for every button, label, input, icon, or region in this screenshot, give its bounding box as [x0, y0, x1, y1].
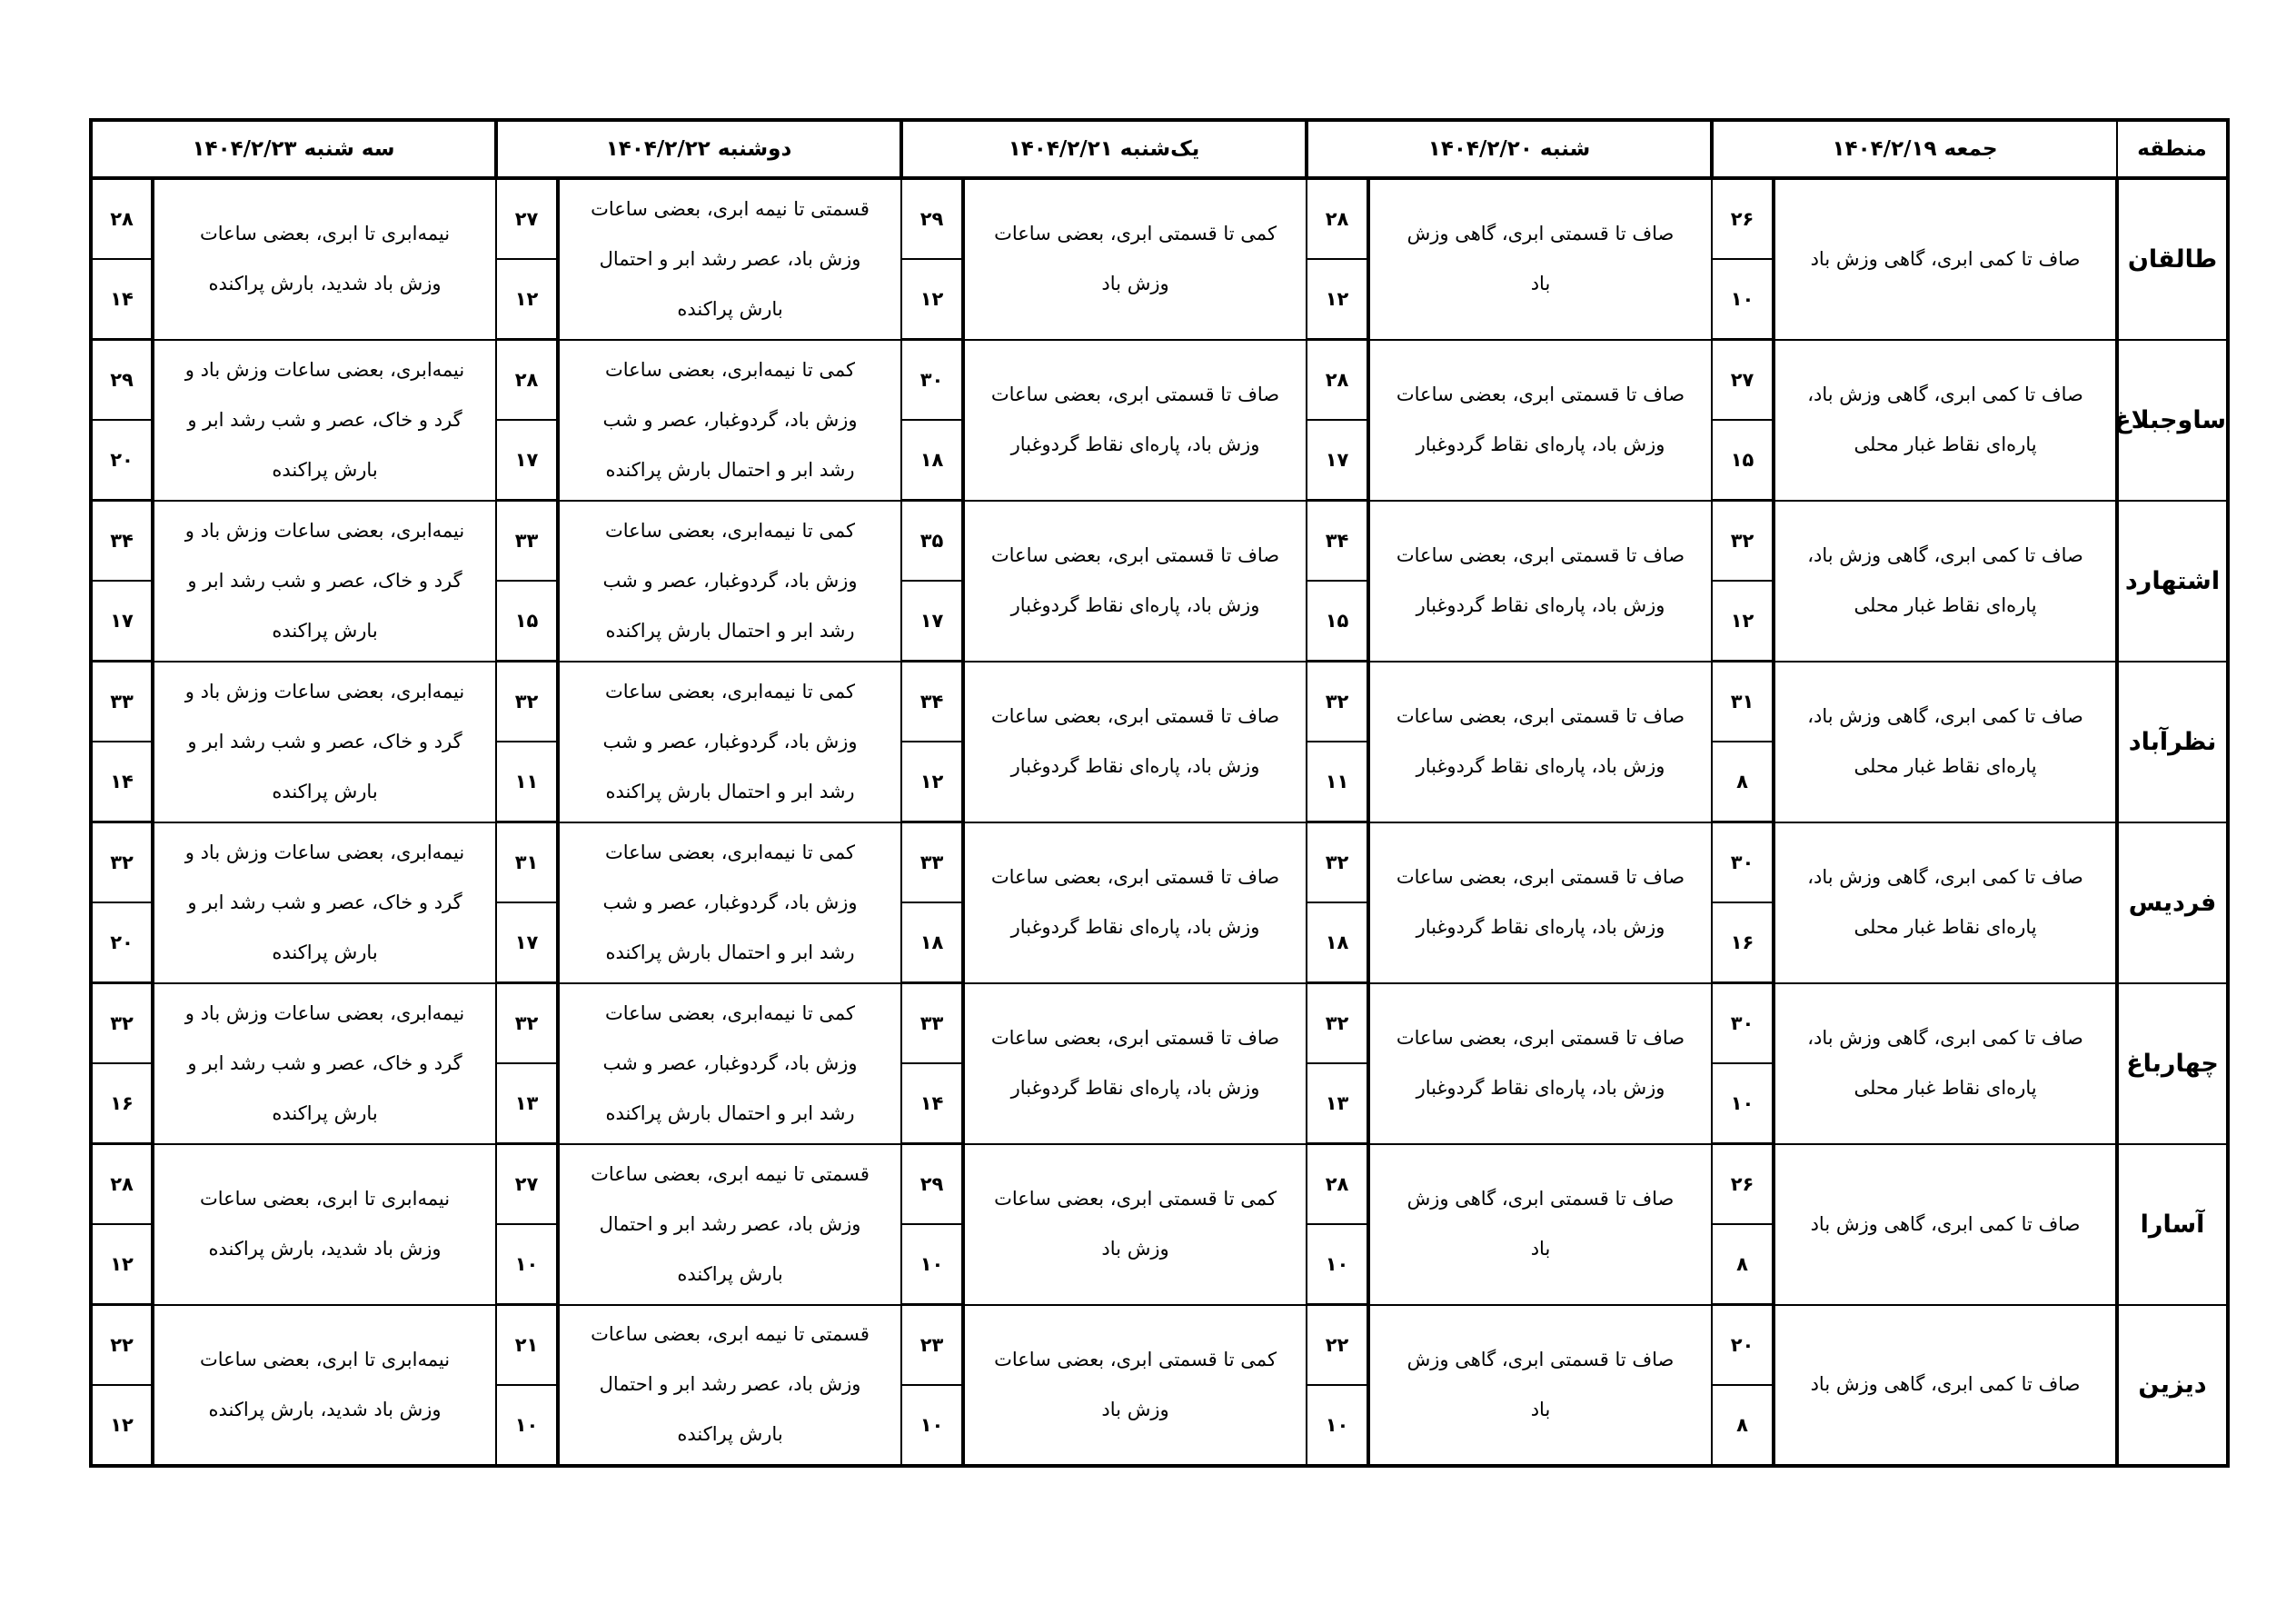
description-line: رشد ابر و احتمال بارش پراکنده — [605, 619, 855, 642]
max-temperature: ۲۸ — [91, 178, 153, 259]
day-header: دوشنبه ۱۴۰۴/۲/۲۲ — [496, 120, 901, 178]
description-line: گرد و خاک، عصر و شب رشد ابر و — [187, 1051, 462, 1074]
max-temperature: ۳۲ — [1307, 983, 1368, 1064]
max-temperature: ۲۳ — [901, 1305, 963, 1386]
max-temperature: ۳۳ — [901, 983, 963, 1064]
max-temperature: ۲۸ — [496, 340, 558, 421]
day-header: سه شنبه ۱۴۰۴/۲/۲۳ — [91, 120, 496, 178]
description-line: نیمه‌ابری تا ابری، بعضی ساعات — [199, 1348, 451, 1370]
description-line: نیمه‌ابری، بعضی ساعات وزش باد و — [184, 358, 465, 381]
max-temperature: ۲۸ — [1307, 178, 1368, 259]
forecast-description — [1368, 178, 1712, 340]
description-line: کمی تا قسمتی ابری، بعضی ساعات — [994, 1348, 1277, 1370]
min-temperature: ۱۲ — [901, 259, 963, 340]
min-temperature: ۱۴ — [91, 259, 153, 340]
max-temperature: ۳۳ — [496, 501, 558, 582]
max-temperature: ۳۵ — [901, 501, 963, 582]
max-temperature: ۲۹ — [91, 340, 153, 421]
description-line: وزش باد شدید، بارش پراکنده — [208, 1238, 442, 1260]
description-line: وزش باد، گردوغبار، عصر و شب — [602, 891, 858, 913]
min-temperature: ۸ — [1712, 1224, 1774, 1305]
day-header: جمعه ۱۴۰۴/۲/۱۹ — [1712, 120, 2117, 178]
description-line: پاره‌ای نقاط غبار محلی — [1854, 916, 2037, 938]
min-temperature: ۱۷ — [91, 581, 153, 662]
max-temperature: ۳۲ — [1712, 501, 1774, 582]
description-line: پاره‌ای نقاط غبار محلی — [1854, 755, 2037, 777]
description-line: صاف تا قسمتی ابری، بعضی ساعات — [990, 384, 1280, 405]
table-row — [91, 1305, 2228, 1386]
forecast-description — [153, 983, 496, 1144]
description-line: صاف تا قسمتی ابری، بعضی ساعات — [990, 866, 1280, 888]
max-temperature: ۳۴ — [901, 662, 963, 742]
forecast-description — [963, 1144, 1307, 1305]
description-line: کمی تا قسمتی ابری، بعضی ساعات — [994, 1188, 1277, 1210]
description-line: گرد و خاک، عصر و شب رشد ابر و — [187, 730, 462, 752]
description-line: وزش باد، پاره‌ای نقاط گردوغبار — [1416, 594, 1665, 616]
table-row — [91, 662, 2228, 742]
description-line: صاف تا قسمتی ابری، گاهی وزش — [1406, 1348, 1675, 1370]
min-temperature: ۱۶ — [1712, 902, 1774, 983]
forecast-description — [963, 1305, 1307, 1467]
description-line: قسمتی تا نیمه ابری، بعضی ساعات — [591, 197, 870, 220]
description-line: نیمه‌ابری تا ابری، بعضی ساعات — [199, 223, 451, 245]
description-line: گرد و خاک، عصر و شب رشد ابر و — [187, 408, 462, 431]
forecast-description — [153, 822, 496, 983]
description-line: پاره‌ای نقاط غبار محلی — [1854, 594, 2037, 616]
description-line: نیمه‌ابری، بعضی ساعات وزش باد و — [184, 1001, 465, 1024]
description-line: وزش باد، گردوغبار، عصر و شب — [602, 1051, 858, 1074]
max-temperature: ۳۴ — [1307, 501, 1368, 582]
forecast-description — [153, 1305, 496, 1467]
min-temperature: ۱۰ — [496, 1385, 558, 1466]
forecast-description — [1774, 340, 2117, 501]
min-temperature: ۱۰ — [1307, 1385, 1368, 1466]
description-line: کمی تا نیمه‌ابری، بعضی ساعات — [605, 841, 856, 863]
min-temperature: ۱۴ — [91, 742, 153, 822]
min-temperature: ۱۰ — [901, 1224, 963, 1305]
description-line: صاف تا قسمتی ابری، بعضی ساعات — [1396, 1027, 1685, 1049]
description-line: وزش باد، گردوغبار، عصر و شب — [602, 408, 858, 431]
description-line: صاف تا قسمتی ابری، گاهی وزش — [1406, 1188, 1675, 1210]
forecast-description — [1368, 1305, 1712, 1467]
max-temperature: ۲۷ — [1712, 340, 1774, 421]
min-temperature: ۱۰ — [901, 1385, 963, 1466]
description-line: وزش باد — [1101, 1398, 1169, 1420]
description-line: وزش باد، عصر رشد ابر و احتمال — [599, 1373, 861, 1396]
max-temperature: ۲۶ — [1712, 178, 1774, 259]
min-temperature: ۱۰ — [496, 1224, 558, 1305]
min-temperature: ۸ — [1712, 742, 1774, 822]
min-temperature: ۲۰ — [91, 902, 153, 983]
description-line: بارش پراکنده — [677, 1262, 783, 1285]
min-temperature: ۱۱ — [496, 742, 558, 822]
description-line: نیمه‌ابری، بعضی ساعات وزش باد و — [184, 841, 465, 863]
forecast-description — [558, 983, 901, 1144]
forecast-description — [1368, 340, 1712, 501]
max-temperature: ۲۶ — [1712, 1144, 1774, 1225]
forecast-description — [153, 501, 496, 662]
max-temperature: ۲۱ — [496, 1305, 558, 1386]
description-line: رشد ابر و احتمال بارش پراکنده — [605, 941, 855, 963]
forecast-description — [963, 983, 1307, 1144]
max-temperature: ۳۲ — [496, 983, 558, 1064]
description-line: رشد ابر و احتمال بارش پراکنده — [605, 780, 855, 802]
min-temperature: ۲۰ — [91, 420, 153, 501]
description-line: کمی تا نیمه‌ابری، بعضی ساعات — [605, 1001, 856, 1024]
table-row — [91, 1144, 2228, 1225]
description-line: وزش باد، پاره‌ای نقاط گردوغبار — [1416, 916, 1665, 938]
region-name: طالقان — [2117, 178, 2228, 340]
max-temperature: ۲۹ — [901, 1144, 963, 1225]
description-line: صاف تا قسمتی ابری، گاهی وزش — [1406, 223, 1675, 245]
description-line: باد — [1530, 273, 1551, 295]
table-row — [91, 501, 2228, 582]
description-line: باد — [1530, 1238, 1551, 1260]
forecast-description — [1368, 983, 1712, 1144]
forecast-description — [153, 340, 496, 501]
description-line: صاف تا کمی ابری، گاهی وزش باد — [1810, 247, 2081, 270]
region-name: اشتهارد — [2117, 501, 2228, 662]
description-line: وزش باد، پاره‌ای نقاط گردوغبار — [1010, 433, 1260, 455]
table-row — [91, 822, 2228, 903]
forecast-description — [1774, 983, 2117, 1144]
min-temperature: ۱۷ — [496, 902, 558, 983]
min-temperature: ۱۷ — [496, 420, 558, 501]
max-temperature: ۳۲ — [496, 662, 558, 742]
description-line: وزش باد، عصر رشد ابر و احتمال — [599, 1212, 861, 1235]
description-line: وزش باد، پاره‌ای نقاط گردوغبار — [1010, 1077, 1260, 1099]
max-temperature: ۳۳ — [901, 822, 963, 903]
description-line: وزش باد، عصر رشد ابر و احتمال — [599, 247, 861, 270]
forecast-description — [153, 178, 496, 340]
max-temperature: ۲۷ — [496, 1144, 558, 1225]
table-row — [91, 983, 2228, 1064]
min-temperature: ۱۸ — [901, 902, 963, 983]
description-line: صاف تا کمی ابری، گاهی وزش باد، — [1807, 1027, 2083, 1049]
description-line: بارش پراکنده — [272, 941, 378, 963]
description-line: صاف تا قسمتی ابری، بعضی ساعات — [1396, 384, 1685, 405]
description-line: وزش باد شدید، بارش پراکنده — [208, 1398, 442, 1420]
description-line: صاف تا قسمتی ابری، بعضی ساعات — [1396, 544, 1685, 566]
description-line: پاره‌ای نقاط غبار محلی — [1854, 433, 2037, 455]
min-temperature: ۱۸ — [1307, 902, 1368, 983]
description-line: صاف تا قسمتی ابری، بعضی ساعات — [990, 705, 1280, 727]
min-temperature: ۱۳ — [1307, 1063, 1368, 1144]
description-line: صاف تا کمی ابری، گاهی وزش باد — [1810, 1373, 2081, 1396]
description-line: نیمه‌ابری، بعضی ساعات وزش باد و — [184, 680, 465, 702]
min-temperature: ۱۳ — [496, 1063, 558, 1144]
min-temperature: ۱۲ — [91, 1224, 153, 1305]
max-temperature: ۳۲ — [1307, 662, 1368, 742]
region-name: آسارا — [2117, 1144, 2228, 1305]
min-temperature: ۱۵ — [1712, 420, 1774, 501]
description-line: قسمتی تا نیمه ابری، بعضی ساعات — [591, 1162, 870, 1185]
description-line: بارش پراکنده — [272, 780, 378, 802]
min-temperature: ۱۲ — [1712, 581, 1774, 662]
forecast-description — [153, 1144, 496, 1305]
description-line: صاف تا کمی ابری، گاهی وزش باد، — [1807, 866, 2083, 888]
min-temperature: ۱۲ — [901, 742, 963, 822]
max-temperature: ۲۸ — [1307, 1144, 1368, 1225]
forecast-table — [89, 118, 2230, 1468]
description-line: وزش باد، پاره‌ای نقاط گردوغبار — [1416, 1077, 1665, 1099]
region-name: نظرآباد — [2117, 662, 2228, 822]
day-header: یک‌شنبه ۱۴۰۴/۲/۲۱ — [901, 120, 1307, 178]
region-name: دیزین — [2117, 1305, 2228, 1467]
min-temperature: ۱۸ — [901, 420, 963, 501]
forecast-description — [558, 662, 901, 822]
max-temperature: ۲۷ — [496, 178, 558, 259]
description-line: پاره‌ای نقاط غبار محلی — [1854, 1077, 2037, 1099]
forecast-description — [1368, 501, 1712, 662]
description-line: نیمه‌ابری، بعضی ساعات وزش باد و — [184, 519, 465, 542]
forecast-description — [558, 340, 901, 501]
max-temperature: ۳۲ — [91, 822, 153, 903]
forecast-description — [963, 340, 1307, 501]
forecast-description — [963, 662, 1307, 822]
min-temperature: ۱۶ — [91, 1063, 153, 1144]
max-temperature: ۳۳ — [91, 662, 153, 742]
description-line: وزش باد، پاره‌ای نقاط گردوغبار — [1010, 916, 1260, 938]
min-temperature: ۱۴ — [901, 1063, 963, 1144]
forecast-description — [558, 822, 901, 983]
description-line: وزش باد شدید، بارش پراکنده — [208, 273, 442, 295]
description-line: کمی تا نیمه‌ابری، بعضی ساعات — [605, 680, 856, 702]
description-line: بارش پراکنده — [272, 458, 378, 481]
description-line: بارش پراکنده — [677, 1423, 783, 1446]
description-line: وزش باد، گردوغبار، عصر و شب — [602, 569, 858, 592]
forecast-description — [558, 501, 901, 662]
forecast-description — [153, 662, 496, 822]
min-temperature: ۱۰ — [1712, 259, 1774, 340]
forecast-description — [1774, 1144, 2117, 1305]
description-line: رشد ابر و احتمال بارش پراکنده — [605, 1101, 855, 1124]
forecast-description — [1774, 178, 2117, 340]
description-line: صاف تا کمی ابری، گاهی وزش باد — [1810, 1212, 2081, 1235]
description-line: وزش باد — [1101, 1238, 1169, 1260]
description-line: صاف تا قسمتی ابری، بعضی ساعات — [1396, 705, 1685, 727]
max-temperature: ۳۴ — [91, 501, 153, 582]
description-line: صاف تا کمی ابری، گاهی وزش باد، — [1807, 705, 2083, 727]
max-temperature: ۳۰ — [1712, 983, 1774, 1064]
description-line: قسمتی تا نیمه ابری، بعضی ساعات — [591, 1323, 870, 1346]
max-temperature: ۲۲ — [1307, 1305, 1368, 1386]
description-line: بارش پراکنده — [272, 619, 378, 642]
description-line: کمی تا قسمتی ابری، بعضی ساعات — [994, 223, 1277, 245]
max-temperature: ۳۰ — [1712, 822, 1774, 903]
max-temperature: ۲۸ — [1307, 340, 1368, 421]
max-temperature: ۳۱ — [1712, 662, 1774, 742]
description-line: باد — [1530, 1398, 1551, 1420]
max-temperature: ۲۲ — [91, 1305, 153, 1386]
forecast-description — [558, 1144, 901, 1305]
description-line: کمی تا نیمه‌ابری، بعضی ساعات — [605, 358, 856, 381]
region-name: ساوجبلاغ — [2117, 340, 2228, 501]
min-temperature: ۱۵ — [496, 581, 558, 662]
min-temperature: ۸ — [1712, 1385, 1774, 1466]
forecast-description — [1774, 662, 2117, 822]
forecast-description — [1774, 822, 2117, 983]
max-temperature: ۲۹ — [901, 178, 963, 259]
min-temperature: ۱۷ — [901, 581, 963, 662]
description-line: وزش باد، گردوغبار، عصر و شب — [602, 730, 858, 752]
description-line: رشد ابر و احتمال بارش پراکنده — [605, 458, 855, 481]
table-row — [91, 340, 2228, 421]
forecast-description — [963, 178, 1307, 340]
description-line: وزش باد، پاره‌ای نقاط گردوغبار — [1416, 433, 1665, 455]
description-line: صاف تا کمی ابری، گاهی وزش باد، — [1807, 384, 2083, 405]
forecast-description — [963, 501, 1307, 662]
forecast-description — [1774, 501, 2117, 662]
region-name: فردیس — [2117, 822, 2228, 983]
forecast-description — [1774, 1305, 2117, 1467]
region-name: چهارباغ — [2117, 983, 2228, 1144]
description-line: وزش باد — [1101, 273, 1169, 295]
max-temperature: ۲۰ — [1712, 1305, 1774, 1386]
description-line: کمی تا نیمه‌ابری، بعضی ساعات — [605, 519, 856, 542]
description-line: نیمه‌ابری تا ابری، بعضی ساعات — [199, 1188, 451, 1210]
description-line: وزش باد، پاره‌ای نقاط گردوغبار — [1010, 594, 1260, 616]
min-temperature: ۱۰ — [1307, 1224, 1368, 1305]
forecast-description — [1368, 822, 1712, 983]
min-temperature: ۱۲ — [1307, 259, 1368, 340]
forecast-description — [558, 178, 901, 340]
max-temperature: ۳۱ — [496, 822, 558, 903]
day-header: شنبه ۱۴۰۴/۲/۲۰ — [1307, 120, 1712, 178]
header-row — [91, 120, 2228, 178]
min-temperature: ۱۰ — [1712, 1063, 1774, 1144]
min-temperature: ۱۷ — [1307, 420, 1368, 501]
description-line: صاف تا کمی ابری، گاهی وزش باد، — [1807, 544, 2083, 566]
max-temperature: ۲۸ — [91, 1144, 153, 1225]
description-line: وزش باد، پاره‌ای نقاط گردوغبار — [1010, 755, 1260, 777]
forecast-description — [963, 822, 1307, 983]
region-header: منطقه — [2117, 120, 2228, 178]
max-temperature: ۳۰ — [901, 340, 963, 421]
description-line: صاف تا قسمتی ابری، بعضی ساعات — [990, 1027, 1280, 1049]
max-temperature: ۳۲ — [91, 983, 153, 1064]
max-temperature: ۳۲ — [1307, 822, 1368, 903]
forecast-description — [1368, 1144, 1712, 1305]
min-temperature: ۱۲ — [91, 1385, 153, 1466]
table-row — [91, 178, 2228, 259]
description-line: صاف تا قسمتی ابری، بعضی ساعات — [990, 544, 1280, 566]
min-temperature: ۱۱ — [1307, 742, 1368, 822]
forecast-description — [558, 1305, 901, 1467]
forecast-description — [1368, 662, 1712, 822]
description-line: گرد و خاک، عصر و شب رشد ابر و — [187, 891, 462, 913]
description-line: گرد و خاک، عصر و شب رشد ابر و — [187, 569, 462, 592]
min-temperature: ۱۵ — [1307, 581, 1368, 662]
min-temperature: ۱۲ — [496, 259, 558, 340]
description-line: بارش پراکنده — [272, 1101, 378, 1124]
description-line: بارش پراکنده — [677, 297, 783, 320]
description-line: صاف تا قسمتی ابری، بعضی ساعات — [1396, 866, 1685, 888]
forecast-body — [91, 178, 2228, 1466]
description-line: وزش باد، پاره‌ای نقاط گردوغبار — [1416, 755, 1665, 777]
